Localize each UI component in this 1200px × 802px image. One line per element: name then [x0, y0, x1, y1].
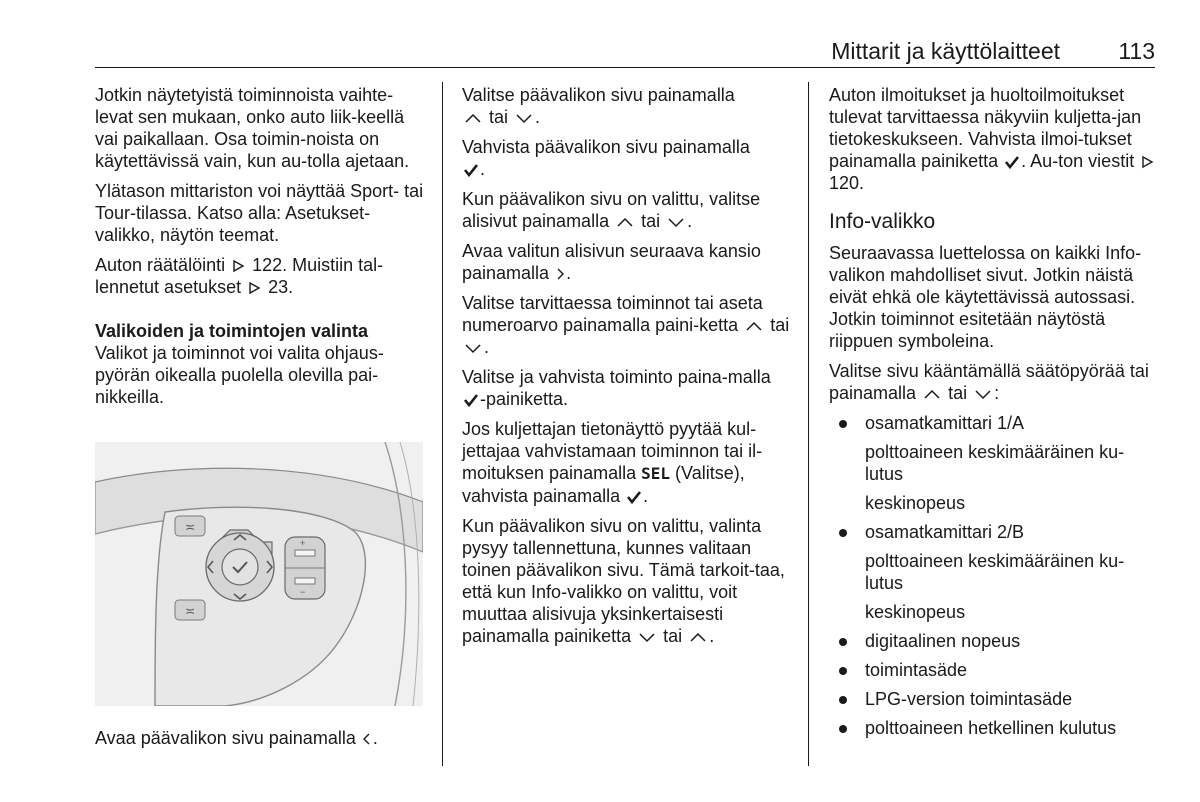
bullet-icon [839, 529, 847, 537]
bullet-icon [839, 667, 847, 675]
paragraph: Auton räätälöinti 122. Muistiin tal-lennetut asetukset 23. [95, 255, 384, 297]
paragraph: Seuraavassa luettelossa on kaikki Info-valikon mahdolliset sivut. Jotkin näistä eivät ehkä ole käytettävissä autossasi. Jotkin toiminnot esitetään näytöstä riippuen symboleina. [829, 243, 1142, 351]
page-reference-icon [248, 281, 261, 295]
list-item: polttoaineen hetkellinen kulutus [829, 717, 1159, 739]
list-item: digitaalinen nopeus [829, 630, 1159, 652]
list-item: osamatkamittari 1/A [829, 412, 1159, 434]
bullet-icon [839, 638, 847, 646]
paragraph: Ylätason mittariston voi näyttää Sport- tai Tour-tilassa. Katso alla: Asetukset-valikko, näytön teemat. [95, 181, 424, 245]
page-number: 113 [1118, 38, 1155, 64]
chevron-down-icon [974, 388, 992, 400]
paragraph: Valitse tarvittaessa toiminnot tai aseta numeroarvo painamalla paini-ketta tai . [462, 293, 790, 357]
chevron-up-icon [689, 631, 707, 643]
page-reference-icon [232, 259, 245, 273]
subheading: Valikoiden ja toimintojen valinta [95, 321, 369, 341]
svg-text:+: + [300, 538, 306, 548]
list-subitem: polttoaineen keskimääräinen ku-lutus [865, 551, 1125, 593]
svg-text:≍: ≍ [184, 604, 196, 618]
paragraph: Valitse ja vahvista toiminto paina-malla -painiketta. [462, 367, 771, 409]
paragraph: Auton ilmoitukset ja huoltoilmoitukset tulevat tarvittaessa näkyviin kuljetta-jan tietokeskukseen. Vahvista ilmoi-tukset painamalla painiketta . Au-ton viestit 120. [829, 84, 1159, 194]
column-divider [442, 82, 443, 766]
paragraph: Valitse sivu kääntämällä säätöpyörää tai painamalla tai : [829, 361, 1149, 403]
svg-text:≍: ≍ [184, 520, 196, 534]
section-heading: Info-valikko [829, 210, 936, 233]
steering-wheel-controls-image [95, 442, 423, 706]
column-1 [95, 84, 425, 416]
checkmark-icon [463, 393, 479, 407]
paragraph: Vahvista päävalikon sivu painamalla . [462, 137, 750, 179]
chevron-down-icon [464, 342, 482, 354]
paragraph: Valikot ja toiminnot voi valita ohjaus-pyörän oikealla puolella olevilla pai-nikkeilla. [95, 343, 384, 407]
bullet-icon [839, 696, 847, 704]
paragraph: Jos kuljettajan tietonäyttö pyytää kul-jettajaa vahvistamaan toiminnon tai il-moituksen painamalla SEL (Valitse), vahvista painamalla . [462, 419, 763, 506]
info-pages-list [829, 521, 1159, 543]
list-item: osamatkamittari 2/B [829, 521, 1159, 543]
chevron-up-icon [923, 388, 941, 400]
list-subitem: polttoaineen keskimääräinen ku-lutus [865, 442, 1125, 484]
chevron-down-icon [515, 112, 533, 124]
checkmark-icon [463, 163, 479, 177]
chevron-down-icon [638, 631, 656, 643]
list-item: toimintasäde [829, 659, 1159, 681]
chevron-up-icon [745, 320, 763, 332]
steering-wheel-illustration [95, 442, 423, 706]
page-header [95, 36, 1155, 66]
checkmark-icon [626, 490, 642, 504]
paragraph: Kun päävalikon sivu on valittu, valitse alisivut painamalla tai . [462, 189, 761, 231]
paragraph: Valitse päävalikon sivu painamalla tai . [462, 85, 735, 127]
column-divider [808, 82, 809, 766]
chevron-down-icon [667, 216, 685, 228]
sel-button-label: SEL [641, 464, 671, 483]
chevron-left-icon [362, 733, 372, 745]
column-2 [462, 84, 792, 655]
chevron-right-icon [555, 268, 565, 280]
bullet-icon [839, 725, 847, 733]
header-rule [95, 67, 1155, 68]
section-title: Mittarit ja käyttölaitteet [831, 38, 1060, 64]
info-pages-list [829, 630, 1159, 739]
paragraph: Jotkin näytetyistä toiminnoista vaihte-levat sen mukaan, onko auto liik-keellä vai paikallaan. Osa toimin-noista on käytettävissä vain, kun au-tolla ajetaan. [95, 85, 410, 171]
chevron-up-icon [464, 112, 482, 124]
info-pages-list [829, 412, 1159, 434]
chevron-up-icon [616, 216, 634, 228]
svg-text:−: − [300, 587, 306, 597]
paragraph: Avaa valitun alisivun seuraava kansio painamalla . [462, 241, 761, 283]
list-subitem: keskinopeus [865, 493, 966, 513]
column-3 [829, 84, 1159, 746]
figure-caption: Avaa päävalikon sivu painamalla . [95, 728, 378, 748]
checkmark-icon [1004, 155, 1020, 169]
list-item: LPG-version toimintasäde [829, 688, 1159, 710]
page-reference-icon [1141, 155, 1154, 169]
paragraph: Kun päävalikon sivu on valittu, valinta pysyy tallennettuna, kunnes valitaan toinen päävalikon sivu. Tämä tarkoit-taa, että kun Info-valikko on valittu, voit muuttaa alisivuja yksinkertaisesti painamalla painiketta tai . [462, 516, 785, 646]
list-subitem: keskinopeus [865, 602, 966, 622]
bullet-icon [839, 420, 847, 428]
